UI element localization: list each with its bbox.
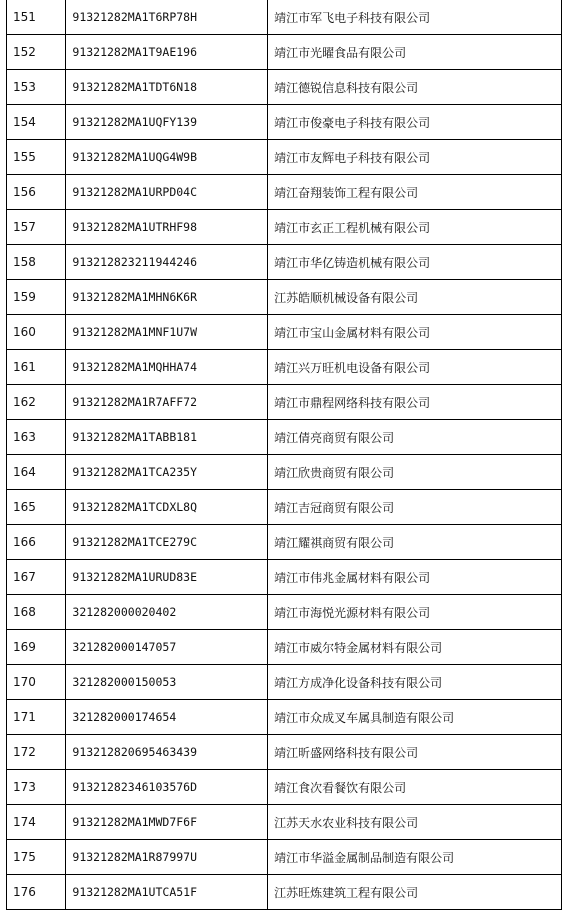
row-index-cell: 161: [7, 350, 66, 385]
row-index-cell: 167: [7, 560, 66, 595]
row-index-cell: 166: [7, 525, 66, 560]
row-index-cell: 163: [7, 420, 66, 455]
table-row: [7, 630, 562, 665]
table-row: [7, 350, 562, 385]
table-row: [7, 805, 562, 840]
table-row: [7, 140, 562, 175]
table-row: [7, 875, 562, 910]
row-index-cell: 159: [7, 280, 66, 315]
credit-code-cell: 913212823211944246: [66, 245, 268, 280]
table-row: [7, 105, 562, 140]
company-name-cell: 靖江市玄正工程机械有限公司: [268, 210, 562, 245]
company-name-cell: 靖江食次看餐饮有限公司: [268, 770, 562, 805]
row-index-cell: 164: [7, 455, 66, 490]
credit-code-cell: 91321282MA1TABB181: [66, 420, 268, 455]
table-row: [7, 735, 562, 770]
row-index-cell: 170: [7, 665, 66, 700]
credit-code-cell: 91321282MA1T9AE196: [66, 35, 268, 70]
company-name-cell: 靖江德锐信息科技有限公司: [268, 70, 562, 105]
company-name-cell: 江苏旺炼建筑工程有限公司: [268, 875, 562, 910]
row-index-cell: 162: [7, 385, 66, 420]
company-name-cell: 靖江吉冠商贸有限公司: [268, 490, 562, 525]
credit-code-cell: 91321282MA1MNF1U7W: [66, 315, 268, 350]
company-name-cell: 靖江市友辉电子科技有限公司: [268, 140, 562, 175]
row-index-cell: 160: [7, 315, 66, 350]
credit-code-cell: 91321282MA1UTCA51F: [66, 875, 268, 910]
row-index-cell: 165: [7, 490, 66, 525]
credit-code-cell: 91321282MA1MQHHA74: [66, 350, 268, 385]
company-name-cell: 江苏皓顺机械设备有限公司: [268, 280, 562, 315]
company-name-cell: 靖江市海悦光源材料有限公司: [268, 595, 562, 630]
company-name-cell: 靖江倩亮商贸有限公司: [268, 420, 562, 455]
credit-code-cell: 91321282MA1R7AFF72: [66, 385, 268, 420]
table-row: [7, 770, 562, 805]
company-name-cell: 江苏天水农业科技有限公司: [268, 805, 562, 840]
company-name-cell: 靖江市众成叉车属具制造有限公司: [268, 700, 562, 735]
company-name-cell: 靖江市华溢金属制品制造有限公司: [268, 840, 562, 875]
row-index-cell: 171: [7, 700, 66, 735]
row-index-cell: 175: [7, 840, 66, 875]
row-index-cell: 152: [7, 35, 66, 70]
company-name-cell: 靖江奋翔装饰工程有限公司: [268, 175, 562, 210]
company-registry-table: [6, 0, 562, 910]
credit-code-cell: 91321282MA1UTRHF98: [66, 210, 268, 245]
table-row: [7, 315, 562, 350]
credit-code-cell: 321282000150053: [66, 665, 268, 700]
row-index-cell: 173: [7, 770, 66, 805]
company-name-cell: 靖江兴万旺机电设备有限公司: [268, 350, 562, 385]
credit-code-cell: 91321282346103576D: [66, 770, 268, 805]
credit-code-cell: 91321282MA1T6RP78H: [66, 0, 268, 35]
credit-code-cell: 91321282MA1UQG4W9B: [66, 140, 268, 175]
company-name-cell: 靖江市军飞电子科技有限公司: [268, 0, 562, 35]
company-name-cell: 靖江市伟兆金属材料有限公司: [268, 560, 562, 595]
table-row: [7, 385, 562, 420]
table-row: [7, 210, 562, 245]
table-row: [7, 455, 562, 490]
credit-code-cell: 91321282MA1URUD83E: [66, 560, 268, 595]
row-index-cell: 151: [7, 0, 66, 35]
row-index-cell: 169: [7, 630, 66, 665]
table-row: [7, 665, 562, 700]
table-row: [7, 840, 562, 875]
table-row: [7, 175, 562, 210]
company-name-cell: 靖江市宝山金属材料有限公司: [268, 315, 562, 350]
company-name-cell: 靖江耀祺商贸有限公司: [268, 525, 562, 560]
credit-code-cell: 91321282MA1UQFY139: [66, 105, 268, 140]
table-row: [7, 525, 562, 560]
credit-code-cell: 91321282MA1MHN6K6R: [66, 280, 268, 315]
row-index-cell: 154: [7, 105, 66, 140]
credit-code-cell: 321282000020402: [66, 595, 268, 630]
table-row: [7, 560, 562, 595]
company-name-cell: 靖江欣贵商贸有限公司: [268, 455, 562, 490]
row-index-cell: 153: [7, 70, 66, 105]
table-row: [7, 420, 562, 455]
credit-code-cell: 91321282MA1R87997U: [66, 840, 268, 875]
row-index-cell: 174: [7, 805, 66, 840]
credit-code-cell: 91321282MA1TDT6N18: [66, 70, 268, 105]
row-index-cell: 157: [7, 210, 66, 245]
company-name-cell: 靖江市华亿铸造机械有限公司: [268, 245, 562, 280]
table-row: [7, 35, 562, 70]
row-index-cell: 155: [7, 140, 66, 175]
credit-code-cell: 913212820695463439: [66, 735, 268, 770]
row-index-cell: 156: [7, 175, 66, 210]
company-name-cell: 靖江方成净化设备科技有限公司: [268, 665, 562, 700]
credit-code-cell: 321282000147057: [66, 630, 268, 665]
credit-code-cell: 91321282MA1MWD7F6F: [66, 805, 268, 840]
company-name-cell: 靖江昕盛网络科技有限公司: [268, 735, 562, 770]
credit-code-cell: 91321282MA1TCA235Y: [66, 455, 268, 490]
table-row: [7, 70, 562, 105]
table-row: [7, 0, 562, 35]
credit-code-cell: 321282000174654: [66, 700, 268, 735]
table-row: [7, 245, 562, 280]
credit-code-cell: 91321282MA1URPD04C: [66, 175, 268, 210]
table-row: [7, 490, 562, 525]
table-row: [7, 700, 562, 735]
row-index-cell: 158: [7, 245, 66, 280]
table-row: [7, 595, 562, 630]
credit-code-cell: 91321282MA1TCE279C: [66, 525, 268, 560]
company-name-cell: 靖江市俊豪电子科技有限公司: [268, 105, 562, 140]
company-name-cell: 靖江市光曜食品有限公司: [268, 35, 562, 70]
row-index-cell: 168: [7, 595, 66, 630]
table-body: [7, 0, 562, 910]
credit-code-cell: 91321282MA1TCDXL8Q: [66, 490, 268, 525]
company-name-cell: 靖江市鼎程网络科技有限公司: [268, 385, 562, 420]
table-row: [7, 280, 562, 315]
company-name-cell: 靖江市威尔特金属材料有限公司: [268, 630, 562, 665]
row-index-cell: 176: [7, 875, 66, 910]
row-index-cell: 172: [7, 735, 66, 770]
